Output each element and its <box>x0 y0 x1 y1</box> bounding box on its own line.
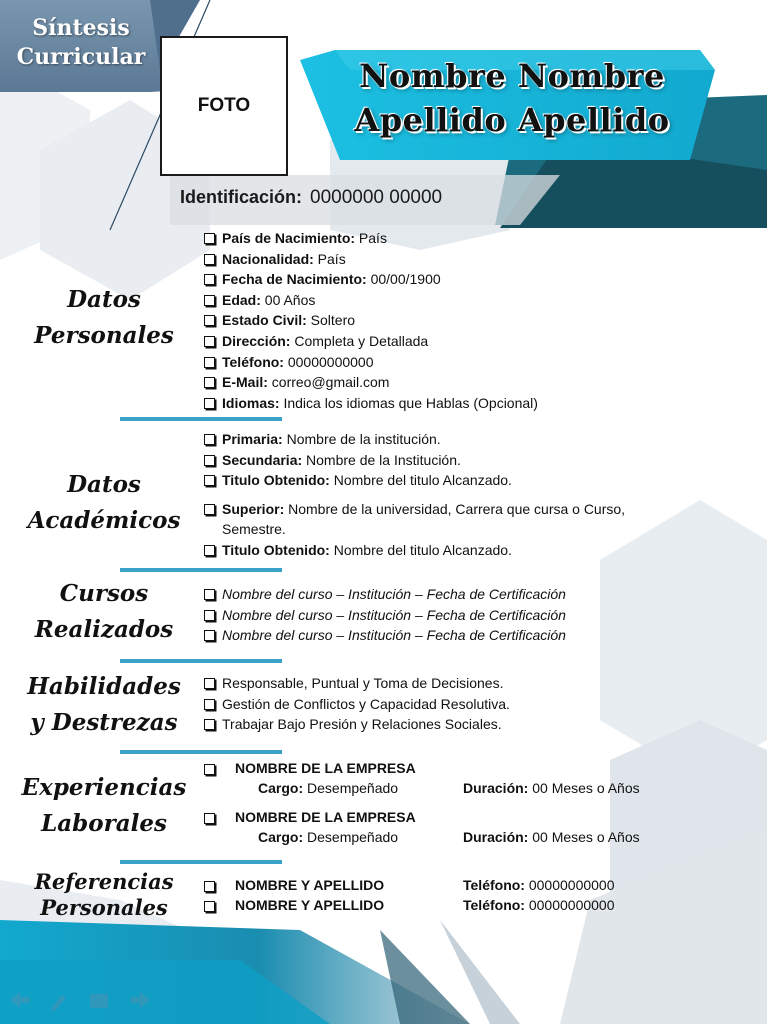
checkbox-icon <box>204 764 215 775</box>
checkbox-icon <box>204 719 215 730</box>
menu-icon[interactable] <box>90 994 108 1008</box>
checkbox-icon <box>204 455 215 466</box>
reference-row: NOMBRE Y APELLIDO Teléfono: 00000000000 <box>204 897 684 917</box>
checkbox-icon <box>204 274 215 285</box>
checkbox-icon <box>204 357 215 368</box>
section-divider <box>120 659 282 663</box>
list-item: Trabajar Bajo Presión y Relaciones Sociales. <box>204 714 724 735</box>
identification-value: 0000000 00000 <box>310 187 443 208</box>
reference-row: NOMBRE Y APELLIDO Teléfono: 00000000000 <box>204 877 684 897</box>
list-item: E-Mail: correo@gmail.com <box>204 372 724 393</box>
courses-list <box>204 584 724 646</box>
section-divider <box>120 750 282 754</box>
checkbox-icon <box>204 901 215 912</box>
checkbox-icon <box>204 434 215 445</box>
section-title-personal: Datos Personales <box>34 286 174 349</box>
job-company-row: NOMBRE DE LA EMPRESA <box>204 809 684 829</box>
list-item: Responsable, Puntual y Toma de Decisiones. <box>204 673 724 694</box>
checkbox-icon <box>204 589 215 600</box>
checkbox-icon <box>204 881 215 892</box>
candidate-name: Nombre Nombre Apellido Apellido <box>354 57 670 139</box>
checkbox-icon <box>204 233 215 244</box>
list-item: Gestión de Conflictos y Capacidad Resolutiva. <box>204 694 724 715</box>
section-title-experience: Experiencias Laborales <box>21 774 187 837</box>
section-title-academic: Datos Académicos <box>27 471 181 534</box>
list-item: Titulo Obtenido: Nombre del titulo Alcanzado. <box>204 470 674 491</box>
checkbox-icon <box>204 630 215 641</box>
skills-list <box>204 673 724 735</box>
list-item: Titulo Obtenido: Nombre del titulo Alcanzado. <box>204 540 674 561</box>
list-item: Edad: 00 Años <box>204 290 724 311</box>
list-item: Superior: Nombre de la universidad, Carrera que cursa o Curso, Semestre. <box>204 499 674 540</box>
job-company-row: NOMBRE DE LA EMPRESA <box>204 760 684 780</box>
section-title-references: Referencias Personales <box>34 869 174 920</box>
list-item: Fecha de Nacimiento: 00/00/1900 <box>204 269 724 290</box>
section-title-courses: Cursos Realizados <box>34 580 174 643</box>
list-item: País de Nacimiento: País <box>204 228 724 249</box>
checkbox-icon <box>204 315 215 326</box>
list-item: Nombre del curso – Institución – Fecha de Certificación <box>204 584 724 605</box>
checkbox-icon <box>204 678 215 689</box>
section-divider <box>120 417 282 421</box>
list-item: Estado Civil: Soltero <box>204 310 724 331</box>
checkbox-icon <box>204 545 215 556</box>
experience-list <box>204 760 684 849</box>
academic-data-list <box>204 429 674 561</box>
list-item: Dirección: Completa y Detallada <box>204 331 724 352</box>
list-item: Teléfono: 00000000000 <box>204 352 724 373</box>
list-item: Nombre del curso – Institución – Fecha de Certificación <box>204 625 724 646</box>
checkbox-icon <box>204 254 215 265</box>
checkbox-icon <box>204 475 215 486</box>
references-list <box>204 877 684 917</box>
job-detail-row: Cargo: Desempeñado Duración: 00 Meses o Años <box>258 829 640 845</box>
checkbox-icon <box>204 377 215 388</box>
checkbox-icon <box>204 295 215 306</box>
checkbox-icon <box>204 398 215 409</box>
section-divider <box>120 860 282 864</box>
list-item: Idiomas: Indica los idiomas que Hablas (Opcional) <box>204 393 724 414</box>
list-item: Nombre del curso – Institución – Fecha de Certificación <box>204 605 724 626</box>
checkbox-icon <box>204 336 215 347</box>
photo-label: FOTO <box>197 95 251 116</box>
checkbox-icon <box>204 504 215 515</box>
section-divider <box>120 568 282 572</box>
checkbox-icon <box>204 813 215 824</box>
checkbox-icon <box>204 610 215 621</box>
checkbox-icon <box>204 699 215 710</box>
photo-placeholder[interactable] <box>160 36 288 176</box>
job-detail-row: Cargo: Desempeñado Duración: 00 Meses o Años <box>258 780 640 796</box>
personal-data-list <box>204 228 724 413</box>
list-item: Nacionalidad: País <box>204 249 724 270</box>
list-item: Primaria: Nombre de la institución. <box>204 429 674 450</box>
section-title-skills: Habilidades y Destrezas <box>27 673 181 736</box>
document-title: Síntesis Curricular <box>16 15 146 70</box>
identification: Identificación: 0000000 00000 <box>180 187 443 208</box>
list-item: Secundaria: Nombre de la Institución. <box>204 450 674 471</box>
